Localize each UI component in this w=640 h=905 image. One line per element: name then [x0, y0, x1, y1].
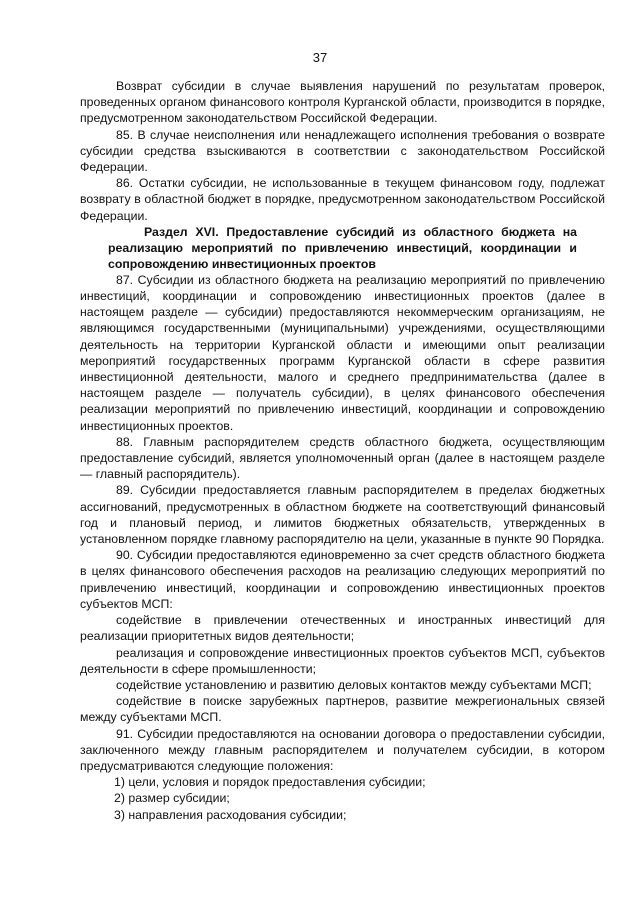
list-item: 3) направления расходования субсидии;: [114, 807, 347, 822]
paragraph-91: 91. Субсидии предоставляются на основании договора о предоставлении субсидии, заключенного между главным распорядителем и получателем субсидии, в котором предусматриваются следующие положения:: [80, 726, 605, 773]
section-title: Раздел XVI. Предоставление субсидий из областного бюджета на реализацию мероприятий по привлечению инвестиций, координации и сопровождению инвестиционных проектов: [108, 224, 577, 271]
document-body: [80, 78, 605, 823]
paragraph-85: 85. В случае неисполнения или ненадлежащего исполнения требования о возврате субсидии средства взыскиваются в соответствии с законодательством Российской Федерации.: [80, 127, 605, 175]
page-number: 37: [312, 50, 328, 65]
paragraph-88: 88. Главным распорядителем средств областного бюджета, осуществляющим предоставление субсидий, является уполномоченный орган (далее в настоящем разделе — главный распорядитель).: [80, 434, 605, 482]
list-item: 1) цели, условия и порядок предоставления субсидии;: [114, 775, 426, 790]
paragraph-90-item-c: содействие установлению и развитию деловых контактов между субъектами МСП;: [116, 677, 592, 692]
paragraph-90-item-d: содействие в поиске зарубежных партнеров, развитие межрегиональных связей между субъектами МСП.: [80, 694, 605, 725]
paragraph-89: 89. Субсидии предоставляется главным распорядителем в пределах бюджетных ассигнований, предусмотренных в областном бюджете на соответствующий финансовый год и плановый период, и лимитов бюджетных обязательств, утвержденных в установленном порядке главному распорядителю на цели, указанные в пункте 90 Порядка.: [80, 483, 605, 547]
paragraph-refund: Возврат субсидии в случае выявления нарушений по результатам проверок, проведенных органом финансового контроля Курганской области, производится в порядке, предусмотренном законодательством Российской Федерации.: [80, 79, 605, 126]
paragraph-90-item-b: реализация и сопровождение инвестиционных проектов субъектов МСП, субъектов деятельности в сфере промышленности;: [80, 645, 605, 676]
paragraph-87: 87. Субсидии из областного бюджета на реализацию мероприятий по привлечению инвестиций, координации и сопровождению инвестиционных проектов (далее в настоящем разделе — субсидии) предоставляются некоммерческим организациям, не являющимся государственными (муниципальными) учреждениями, осуществляющими деятельность на территории Курганской области и имеющими опыт реализации мероприятий государственных программ Курганской области в сфере развития инвестиционной деятельности, малого и среднего предпринимательства (далее в настоящем разделе — получатель субсидии), в целях финансового обеспечения реализации мероприятий по привлечению инвестиций, координации и сопровождению инвестиционных проектов.: [80, 272, 605, 433]
paragraph-86: 86. Остатки субсидии, не использованные в текущем финансовом году, подлежат возврату в областной бюджет в порядке, предусмотренном законодательством Российской Федерации.: [80, 176, 605, 223]
paragraph-90-item-a: содействие в привлечении отечественных и иностранных инвестиций для реализации приоритетных видов деятельности;: [80, 613, 605, 644]
paragraph-90: 90. Субсидии предоставляются единовременно за счет средств областного бюджета в целях финансового обеспечения расходов на реализацию следующих мероприятий по привлечению инвестиций, координации и сопровождению инвестиционных проектов субъектов МСП:: [80, 548, 605, 611]
list-item: 2) размер субсидии;: [114, 791, 230, 806]
